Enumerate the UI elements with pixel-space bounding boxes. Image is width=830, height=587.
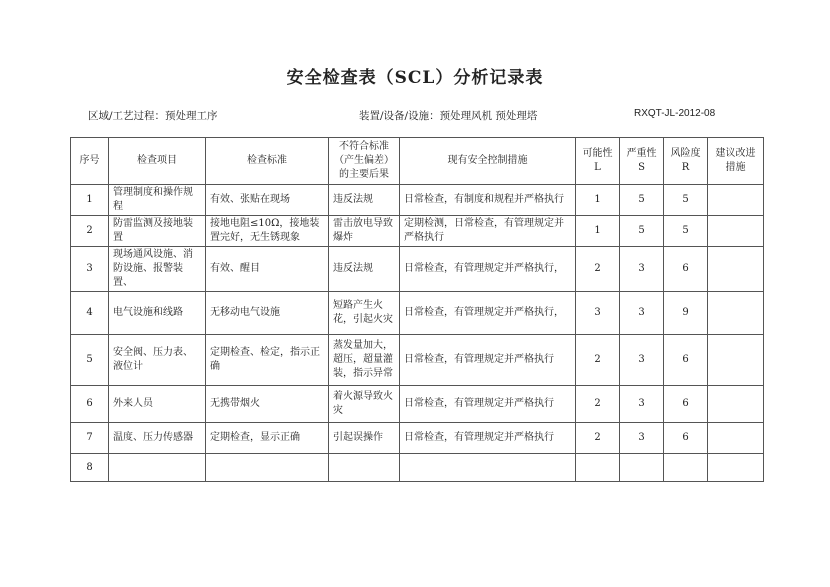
cell-item: 防雷监测及接地装置 [109,216,206,247]
cell-no: 5 [71,335,109,386]
cell-severity: 3 [620,292,664,335]
page-title: 安全检查表（SCL）分析记录表 [286,68,544,88]
document-code: RXQT-JL-2012-08 [634,108,716,119]
cell-item: 管理制度和操作规程 [109,185,206,216]
cell-suggestion [708,292,764,335]
header-risk: 风险度 R [664,138,708,185]
cell-item: 电气设施和线路 [109,292,206,335]
cell-no: 4 [71,292,109,335]
cell-likelihood: 1 [576,185,620,216]
cell-risk: 9 [664,292,708,335]
cell-consequence: 短路产生火花，引起火灾 [329,292,400,335]
cell-likelihood: 2 [576,423,620,454]
cell-no: 6 [71,386,109,423]
cell-consequence: 蒸发量加大，超压，超量灌装，指示异常 [329,335,400,386]
cell-no: 8 [71,454,109,482]
header-no: 序号 [71,138,109,185]
cell-severity: 5 [620,185,664,216]
table-row [71,423,764,454]
cell-risk: 5 [664,216,708,247]
cell-item: 安全阀、压力表、液位计 [109,335,206,386]
cell-consequence: 违反法规 [329,247,400,292]
cell-item: 现场通风设施、消防设施、报警装置、 [109,247,206,292]
cell-likelihood [576,454,620,482]
equipment-label: 装置/设备/设施：预处理风机 预处理塔 [359,110,538,122]
cell-likelihood: 2 [576,335,620,386]
table-row [71,335,764,386]
cell-suggestion [708,454,764,482]
cell-standard: 有效、张贴在现场 [206,185,329,216]
table-row [71,386,764,423]
header-likelihood: 可能性 L [576,138,620,185]
cell-suggestion [708,335,764,386]
table-row [71,454,764,482]
cell-standard: 有效、醒目 [206,247,329,292]
cell-likelihood: 2 [576,247,620,292]
cell-suggestion [708,386,764,423]
cell-standard: 无移动电气设施 [206,292,329,335]
cell-suggestion [708,216,764,247]
cell-standard: 接地电阻≤10Ω，接地装置完好，无生锈现象 [206,216,329,247]
cell-consequence: 引起误操作 [329,423,400,454]
cell-standard: 定期检查，显示正确 [206,423,329,454]
header-suggestion: 建议改进措施 [708,138,764,185]
cell-severity: 3 [620,423,664,454]
table-row [71,216,764,247]
cell-suggestion [708,185,764,216]
cell-measures: 日常检查，有制度和规程并严格执行 [400,185,576,216]
cell-risk: 6 [664,423,708,454]
cell-consequence: 雷击放电导致爆炸 [329,216,400,247]
cell-measures: 定期检测，日常检查，有管理规定并严格执行 [400,216,576,247]
cell-suggestion [708,247,764,292]
cell-suggestion [708,423,764,454]
cell-risk: 6 [664,335,708,386]
cell-measures: 日常检查，有管理规定并严格执行 [400,335,576,386]
cell-risk: 6 [664,386,708,423]
cell-measures: 日常检查，有管理规定并严格执行， [400,292,576,335]
cell-severity: 3 [620,386,664,423]
table-header-row [71,138,764,185]
table-row [71,292,764,335]
cell-standard: 定期检查、检定，指示正确 [206,335,329,386]
cell-no: 1 [71,185,109,216]
cell-no: 2 [71,216,109,247]
cell-measures [400,454,576,482]
cell-consequence [329,454,400,482]
header-consequence: 不符合标准（产生偏差）的主要后果 [329,138,400,185]
cell-item: 温度、压力传感器 [109,423,206,454]
header-standard: 检查标准 [206,138,329,185]
cell-severity [620,454,664,482]
header-item: 检查项目 [109,138,206,185]
cell-no: 7 [71,423,109,454]
cell-risk [664,454,708,482]
header-severity: 严重性 S [620,138,664,185]
cell-standard: 无携带烟火 [206,386,329,423]
safety-checklist-table [70,137,764,482]
header-measures: 现有安全控制措施 [400,138,576,185]
cell-no: 3 [71,247,109,292]
cell-likelihood: 3 [576,292,620,335]
cell-likelihood: 1 [576,216,620,247]
cell-measures: 日常检查，有管理规定并严格执行 [400,423,576,454]
cell-severity: 5 [620,216,664,247]
cell-measures: 日常检查，有管理规定并严格执行， [400,247,576,292]
cell-consequence: 着火源导致火灾 [329,386,400,423]
cell-severity: 3 [620,335,664,386]
table-row [71,247,764,292]
cell-item [109,454,206,482]
table-row [71,185,764,216]
cell-severity: 3 [620,247,664,292]
area-label: 区域/工艺过程：预处理工序 [88,110,218,122]
cell-item: 外来人员 [109,386,206,423]
cell-likelihood: 2 [576,386,620,423]
cell-consequence: 违反法规 [329,185,400,216]
cell-risk: 5 [664,185,708,216]
cell-risk: 6 [664,247,708,292]
cell-measures: 日常检查，有管理规定并严格执行 [400,386,576,423]
cell-standard [206,454,329,482]
